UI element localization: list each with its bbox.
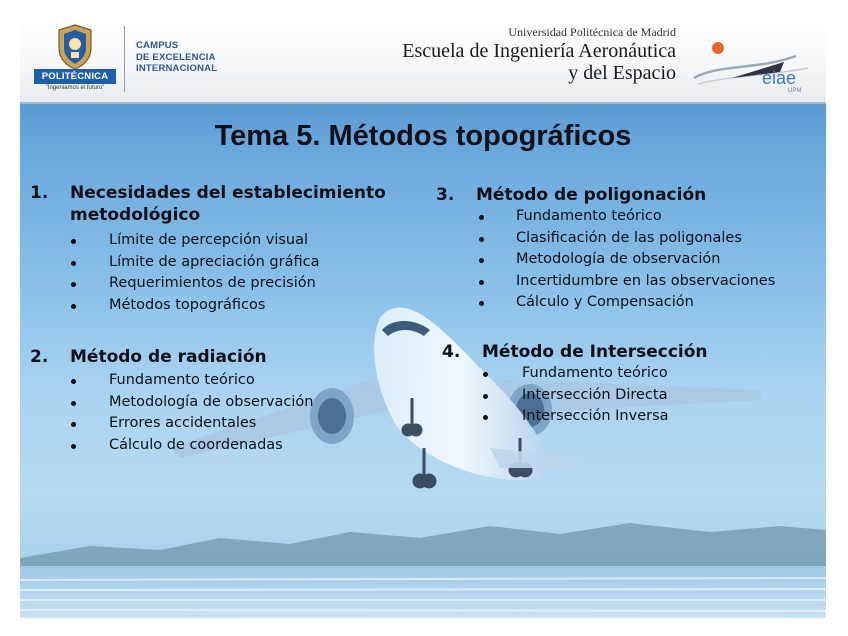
section-heading [30, 346, 410, 368]
eiae-logo-sub: UPM [788, 88, 802, 94]
campus-line: INTERNACIONAL [136, 63, 218, 74]
school-name-line-2: y del Espacio [568, 62, 676, 84]
list-item: Intersección Directa [442, 385, 822, 407]
airplane-illustration [20, 18, 826, 618]
school-name-block [402, 24, 676, 84]
section-number: 4. [442, 342, 461, 362]
upm-shield-icon [56, 24, 94, 70]
section-title: Método de poligonación [476, 185, 707, 205]
list-item: Cálculo y Compensación [436, 292, 821, 314]
section-4 [442, 341, 822, 428]
section-1 [30, 182, 410, 316]
list-item: Fundamento teórico [436, 206, 821, 228]
section-number: 1. [30, 183, 49, 203]
section-heading [436, 184, 821, 206]
university-name: Universidad Politécnica de Madrid [508, 25, 676, 39]
list-item: Metodología de observación [30, 392, 410, 414]
section-list [30, 370, 410, 456]
eiae-swoosh-logo [688, 34, 816, 94]
slide [20, 18, 826, 618]
list-item: Métodos topográficos [30, 295, 410, 317]
section-2 [30, 346, 410, 456]
header-divider [124, 26, 125, 92]
list-item: Incertidumbre en las observaciones [436, 271, 821, 293]
section-number: 2. [30, 347, 49, 367]
school-name-line-1: Escuela de Ingeniería Aeronáutica [402, 40, 676, 62]
list-item: Metodología de observación [436, 249, 821, 271]
list-item: Clasificación de las poligonales [436, 228, 821, 250]
section-list [436, 206, 821, 314]
section-title: Método de Intersección [482, 342, 708, 362]
list-item: Cálculo de coordenadas [30, 435, 410, 457]
list-item: Límite de apreciación gráfica [30, 252, 410, 274]
campus-line: DE EXCELENCIA [136, 51, 216, 63]
header-bar [20, 18, 826, 104]
section-list [30, 230, 410, 316]
section-title: Método de radiación [70, 347, 267, 367]
campus-line: CAMPUS [136, 40, 179, 51]
section-title: Necesidades del establecimiento metodológico [70, 183, 386, 225]
section-3 [436, 184, 821, 314]
campus-excelencia-label [136, 40, 217, 75]
section-number: 3. [436, 185, 455, 205]
list-item: Errores accidentales [30, 413, 410, 435]
list-item: Fundamento teórico [442, 363, 822, 385]
politecnica-badge: POLITÉCNICA [34, 69, 116, 84]
section-list [442, 363, 822, 428]
list-item: Requerimientos de precisión [30, 273, 410, 295]
eiae-logo-text: eiae [762, 68, 797, 88]
list-item: Fundamento teórico [30, 370, 410, 392]
list-item: Intersección Inversa [442, 406, 822, 428]
slide-title: Tema 5. Métodos topográficos [214, 120, 632, 152]
list-item: Límite de percepción visual [30, 230, 410, 252]
section-heading [442, 341, 822, 363]
politecnica-tagline: "Ingeniamos el futuro" [45, 85, 105, 91]
section-heading [30, 182, 410, 226]
